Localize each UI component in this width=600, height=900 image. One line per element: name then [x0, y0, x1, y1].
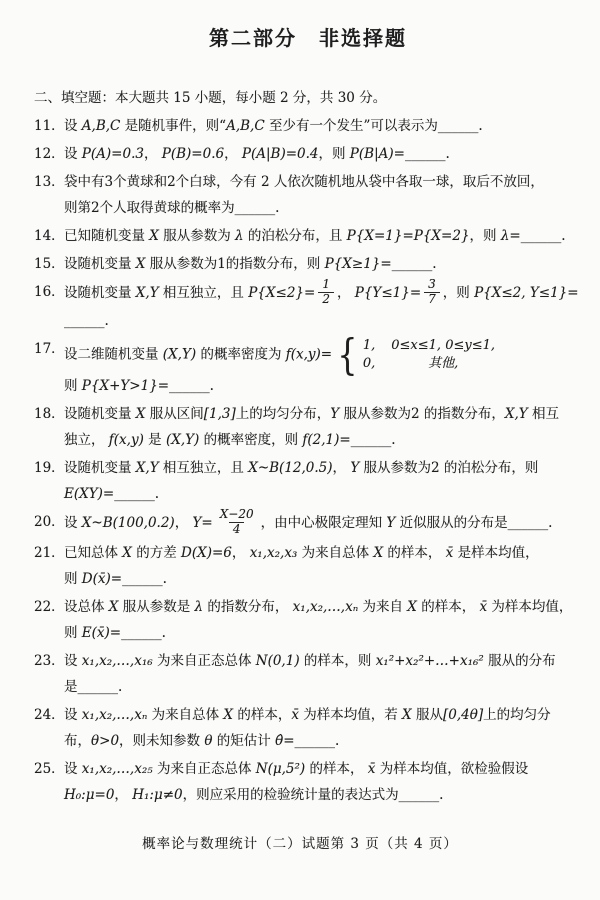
text-run: 的样本，: [416, 598, 480, 615]
text-run: 已知总体: [64, 544, 123, 561]
text-run: ______.: [350, 432, 396, 449]
math-run: P{X≤2}=: [248, 284, 316, 301]
question-item: [34, 251, 582, 277]
question-line: [64, 782, 582, 808]
text-run: 是样本均值，: [453, 544, 539, 561]
text-run: 近似服从的分布是______.: [395, 515, 553, 532]
math-run: x̄: [367, 760, 376, 777]
math-run: D(x̄)=: [81, 570, 123, 587]
cases-row-value: 0,: [362, 355, 376, 371]
question-line: [64, 329, 582, 379]
text-run: 设二维随机变量: [64, 346, 163, 362]
question-line: [64, 509, 582, 538]
question-number: 11．: [34, 118, 65, 134]
question-item: [34, 648, 582, 700]
question-body: [64, 251, 582, 277]
math-run: P{X≤2, Y≤1}=: [474, 284, 579, 301]
math-run: X: [122, 544, 132, 561]
text-run: 设总体: [64, 598, 109, 615]
math-run: λ: [194, 598, 204, 615]
math-run: P{Y≤1}=: [354, 284, 422, 301]
text-run: 服从参数为: [158, 228, 236, 244]
text-run: 设: [64, 515, 82, 532]
math-run: P{X=1}=P{X=2}: [346, 228, 470, 244]
question-line: [64, 648, 582, 674]
text-run: 服从参数为1的指数分布，则: [145, 256, 325, 272]
question-item: [34, 169, 582, 221]
math-run: [0,4θ]: [442, 706, 484, 723]
text-run: 设: [64, 118, 82, 134]
text-run: 的样本，则: [299, 652, 376, 669]
text-run: 上的均匀分布，: [235, 406, 331, 423]
math-run: X: [149, 228, 159, 244]
text-run: ，则: [469, 228, 501, 244]
text-run: 相互独立，且: [158, 284, 249, 301]
question-item: [34, 455, 582, 507]
question-body: [64, 113, 582, 139]
text-run: ，: [224, 146, 242, 162]
question-body: [64, 648, 582, 700]
math-run: x̄: [291, 706, 299, 723]
fraction-numerator: X−20: [219, 507, 254, 522]
question-line: [64, 566, 582, 592]
text-run: 则: [64, 570, 82, 587]
page-footer: 概率论与数理统计（二）试题第 3 页（共 4 页）: [142, 836, 458, 852]
text-run: ，: [231, 544, 250, 561]
text-run: 上的均匀分: [483, 706, 551, 723]
text-run: 为来自总体: [297, 544, 374, 561]
question-number: 25．: [34, 760, 65, 777]
text-run: ______.: [404, 146, 450, 162]
text-run: 已知随机变量: [64, 228, 150, 244]
text-run: 的样本，: [383, 544, 446, 561]
question-number: 23．: [34, 652, 65, 669]
question-line: [64, 308, 582, 334]
math-run: Y: [330, 406, 340, 423]
section-header: 二、填空题：本大题共 15 小题，每小题 2 分，共 30 分。: [34, 90, 387, 106]
math-run: X: [135, 256, 146, 272]
question-number: 14．: [34, 228, 65, 244]
question-body: [64, 594, 582, 646]
text-run: 相互独立，且: [158, 460, 249, 477]
question-number: 21．: [34, 544, 65, 561]
math-run: P(B)=0.6: [161, 146, 225, 162]
question-list: [34, 113, 582, 808]
math-run: X: [373, 544, 384, 561]
document-title: 第二部分 非选择题: [209, 26, 407, 50]
text-run: 设: [64, 652, 82, 669]
text-run: 为样本均值，若: [298, 706, 403, 723]
math-run: X~B(12,0.5): [248, 460, 333, 477]
question-number: 20．: [34, 514, 65, 531]
math-run: x₁,x₂,…,x₁₆: [81, 652, 153, 669]
text-run: ______.: [64, 312, 109, 329]
math-run: H₁:μ≠0: [132, 786, 183, 803]
question-body: [64, 702, 582, 754]
math-run: f(2,1)=: [302, 432, 351, 449]
question-number: 12．: [34, 146, 65, 162]
question-line: [64, 620, 582, 646]
question-line: [64, 702, 582, 728]
math-run: P(A)=0.3: [81, 146, 144, 162]
text-run: 的样本，: [305, 760, 368, 777]
text-run: 相互: [527, 406, 559, 423]
text-run: 设: [64, 760, 82, 777]
text-run: 设随机变量: [64, 406, 136, 423]
text-run: ，由中心极限定理知: [260, 515, 387, 532]
math-run: λ: [235, 228, 244, 244]
question-item: [34, 401, 582, 453]
text-run: ，则: [442, 284, 475, 301]
text-run: 是______.: [64, 678, 123, 695]
question-line: [64, 195, 582, 221]
text-run: 是: [143, 432, 166, 449]
math-run: X: [108, 598, 119, 615]
math-run: A,B,C: [226, 118, 265, 134]
question-body: [64, 756, 582, 808]
text-run: 的概率密度，则: [199, 432, 303, 449]
fraction: [424, 278, 440, 307]
text-run: ______.: [169, 378, 214, 395]
math-run: E(XY)=: [64, 486, 115, 503]
fraction-denominator: 4: [229, 522, 245, 537]
math-run: X,Y: [135, 284, 159, 301]
question-line: [64, 594, 582, 620]
cases-row-condition: 其他,: [428, 355, 459, 371]
question-number: 24．: [34, 706, 65, 723]
question-body: [64, 141, 582, 167]
text-run: 服从的分布: [483, 652, 556, 669]
text-run: 为来自正态总体: [152, 760, 256, 777]
question-item: [34, 141, 582, 167]
math-run: λ=: [500, 228, 521, 244]
question-item: [34, 279, 582, 334]
text-run: 至少有一个发生”可以表示为______.: [264, 118, 483, 134]
text-run: 的指数分布，: [203, 598, 293, 615]
text-run: 为来自总体: [147, 706, 224, 723]
question-body: [64, 540, 582, 592]
question-line: [64, 756, 582, 782]
question-line: [64, 401, 582, 427]
math-run: θ>0: [91, 732, 120, 749]
text-run: ，: [114, 786, 133, 803]
math-run: x₁,x₂,x₃: [249, 544, 298, 561]
question-line: [64, 427, 582, 453]
fraction: [318, 278, 334, 307]
math-run: (X,Y): [165, 432, 200, 449]
text-run: 袋中有3个黄球和2个白球，今有 2 人依次随机地从袋中各取一球，取后不放回，: [64, 174, 544, 190]
math-run: x₁,x₂,…,x₂₅: [81, 760, 153, 777]
text-run: 服从参数是: [118, 598, 195, 615]
question-line: [64, 674, 582, 700]
question-body: [64, 169, 582, 221]
math-run: A,B,C: [81, 118, 121, 134]
question-line: [64, 728, 582, 754]
cases-grid: [363, 337, 495, 372]
math-run: P(B|A)=: [349, 146, 405, 162]
math-run: (X,Y): [162, 346, 197, 362]
math-run: X,Y: [135, 460, 159, 477]
question-number: 18．: [34, 406, 65, 423]
text-run: ______.: [114, 486, 160, 503]
text-run: ______.: [121, 624, 166, 641]
question-line: [64, 481, 582, 507]
text-run: ______.: [294, 732, 340, 749]
question-line: [64, 223, 582, 249]
math-run: X~B(100,0.2): [81, 515, 175, 532]
text-run: 是随机事件，则“: [120, 118, 227, 134]
question-item: [34, 702, 582, 754]
math-run: Y: [386, 515, 396, 532]
math-run: x₁,x₂,…,xₙ: [81, 706, 148, 723]
fraction: [216, 508, 258, 537]
math-run: E(x̄)=: [81, 624, 122, 641]
question-item: [34, 540, 582, 592]
question-body: [64, 455, 582, 507]
question-item: [34, 594, 582, 646]
question-body: [64, 279, 582, 334]
text-run: ，则未知参数: [119, 732, 205, 749]
question-line: [64, 455, 582, 481]
text-run: 设: [64, 146, 82, 162]
math-run: X: [135, 406, 146, 423]
text-run: ，: [332, 460, 351, 477]
math-run: x₁²+x₂²+…+x₁₆²: [375, 652, 484, 669]
question-body: [64, 401, 582, 453]
cases-row-condition: 0≤x≤1, 0≤y≤1,: [391, 337, 495, 353]
fraction-numerator: 3: [428, 277, 436, 291]
cases-brace: {: [337, 329, 358, 379]
question-number: 22．: [34, 598, 65, 615]
question-item: [34, 113, 582, 139]
math-run: P{X≥1}=: [324, 256, 392, 272]
text-run: 服从参数为2 的指数分布，: [339, 406, 505, 423]
text-run: 设随机变量: [64, 256, 136, 272]
fraction-denominator: 2: [318, 292, 334, 307]
text-run: 为样本均值，欲检验假设: [375, 760, 529, 777]
text-run: 独立，: [64, 432, 109, 449]
text-run: 布，: [64, 732, 91, 749]
question-line: [64, 141, 582, 167]
text-run: 设随机变量: [64, 284, 136, 301]
math-run: θ: [204, 732, 213, 749]
text-run: ，则应采用的检验统计量的表达式为______.: [182, 786, 444, 803]
math-run: X: [407, 598, 417, 615]
text-run: 的泊松分布，且: [243, 228, 347, 244]
math-run: x̄: [445, 544, 454, 561]
math-run: N(μ,5²): [255, 760, 306, 777]
math-run: f(x,y): [108, 432, 144, 449]
question-number: 19．: [34, 460, 65, 477]
math-run: X: [223, 706, 234, 723]
fraction-denominator: 7: [424, 292, 440, 307]
text-run: 为样本均值，: [487, 598, 573, 615]
math-run: x₁,x₂,…,xₙ: [292, 598, 359, 615]
question-line: [64, 113, 582, 139]
math-run: [1,3]: [203, 406, 236, 423]
text-run: ，: [143, 146, 162, 162]
text-run: 的样本，: [233, 706, 292, 723]
math-run: P(A|B)=0.4: [241, 146, 319, 162]
text-run: 的方差: [131, 544, 182, 561]
math-run: Y: [350, 460, 360, 477]
question-number: 15．: [34, 256, 65, 272]
math-run: X,Y: [504, 406, 528, 423]
math-run: Y=: [192, 515, 213, 532]
math-run: D(X)=6: [181, 544, 232, 561]
text-run: 的概率密度为: [196, 346, 286, 362]
math-run: θ̂=: [275, 732, 295, 749]
question-body: [64, 509, 582, 538]
question-number: 16．: [34, 284, 65, 300]
question-item: [34, 756, 582, 808]
text-run: ，: [174, 515, 193, 532]
math-run: f(x,y)=: [285, 346, 333, 362]
text-run: ______.: [391, 256, 437, 272]
question-item: [34, 329, 582, 400]
question-line: [64, 540, 582, 566]
text-run: 为来自正态总体: [152, 652, 256, 669]
question-item: [34, 223, 582, 249]
text-run: 服从参数为2 的泊松分布，则: [359, 460, 539, 477]
fraction-numerator: 1: [322, 277, 330, 291]
text-run: 的矩估计: [212, 732, 276, 749]
math-run: P{X+Y>1}=: [81, 378, 170, 395]
text-run: ，: [336, 284, 355, 301]
piecewise-cases: [334, 329, 495, 379]
text-run: 则: [64, 378, 82, 395]
math-run: X: [402, 706, 412, 723]
math-run: N(0,1): [255, 652, 300, 669]
text-run: ，则: [318, 146, 350, 162]
text-run: 则: [64, 624, 82, 641]
question-body: [64, 329, 582, 400]
question-line: [64, 169, 582, 195]
text-run: 为来自: [358, 598, 408, 615]
question-item: [34, 509, 582, 538]
question-line: [64, 373, 582, 399]
text-run: ______.: [520, 228, 566, 244]
math-run: H₀:μ=0: [64, 786, 115, 803]
text-run: 设随机变量: [64, 460, 136, 477]
question-number: 17．: [34, 340, 65, 357]
text-run: 服从区间: [145, 406, 204, 423]
text-run: 则第2个人取得黄球的概率为______.: [64, 200, 280, 216]
question-line: [64, 279, 582, 308]
question-line: [64, 251, 582, 277]
cases-row-value: 1,: [362, 337, 376, 353]
question-body: [64, 223, 582, 249]
text-run: 设: [64, 706, 82, 723]
math-run: x̄: [479, 598, 488, 615]
text-run: ______.: [122, 570, 167, 587]
text-run: 服从: [411, 706, 443, 723]
question-number: 13．: [34, 174, 65, 190]
